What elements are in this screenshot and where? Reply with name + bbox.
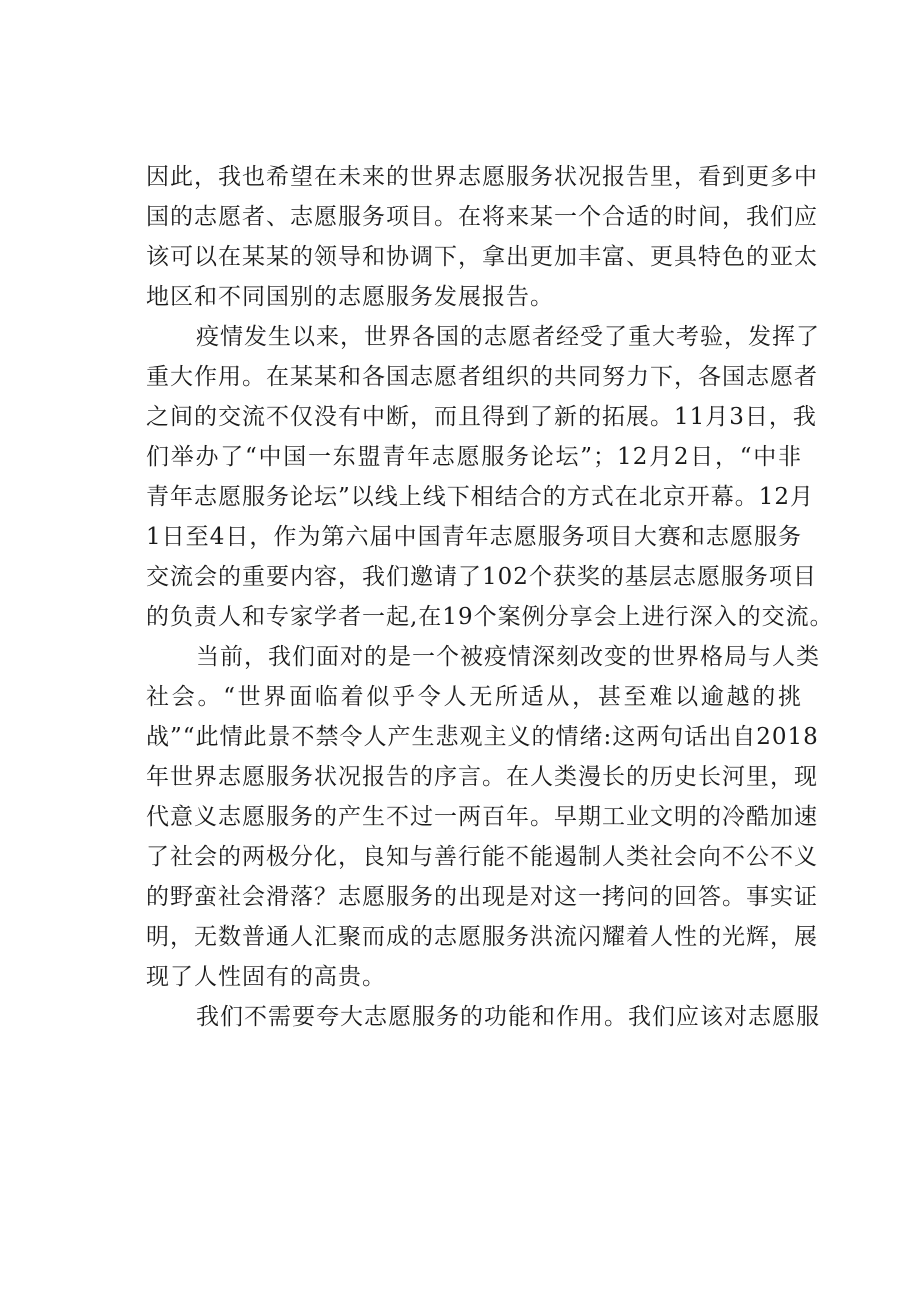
text-line: 1日至4日，作为第六届中国青年志愿服务项目大赛和志愿服务	[146, 524, 802, 550]
text-line: 交流会的重要内容，我们邀请了102个获奖的基层志愿服务项目	[146, 564, 817, 590]
text-line: 因此，我也希望在未来的世界志愿服务状况报告里，看到更多中	[146, 164, 818, 190]
text-line: 国的志愿者、志愿服务项目。在将来某一个合适的时间，我们应	[146, 204, 818, 230]
text-line: 疫情发生以来，世界各国的志愿者经受了重大考验，发挥了	[196, 324, 820, 350]
text-line: 的野蛮社会滑落？志愿服务的出现是对这一拷问的回答。事实证	[146, 884, 818, 910]
paragraph-3	[146, 637, 820, 997]
paragraph-2	[146, 317, 834, 637]
text-line: 社会。“世界面临着似乎令人无所适从，甚至难以逾越的挑	[146, 684, 802, 710]
text-line: 年世界志愿服务状况报告的序言。在人类漫长的历史长河里，现	[146, 764, 818, 790]
text-line: 代意义志愿服务的产生不过一两百年。早期工业文明的冷酷加速	[146, 804, 818, 830]
text-line: 明，无数普通人汇聚而成的志愿服务洪流闪耀着人性的光辉，展	[146, 924, 818, 950]
text-line: 之间的交流不仅没有中断，而且得到了新的拓展。11月3日，我	[146, 404, 817, 430]
document-body	[146, 157, 834, 1037]
paragraph-4	[146, 997, 820, 1037]
text-line: 了社会的两极分化，良知与善行能不能遏制人类社会向不公不义	[146, 844, 818, 870]
text-line: 重大作用。在某某和各国志愿者组织的共同努力下，各国志愿者	[146, 364, 818, 390]
text-line: 的负责人和专家学者一起,在19个案例分享会上进行深入的交流。	[146, 604, 834, 630]
text-line: 该可以在某某的领导和协调下，拿出更加丰富、更具特色的亚太	[146, 244, 818, 270]
text-line: 当前，我们面对的是一个被疫情深刻改变的世界格局与人类	[196, 644, 820, 670]
text-line: 我们不需要夸大志愿服务的功能和作用。我们应该对志愿服	[196, 1004, 820, 1030]
text-line: 们举办了“中国一东盟青年志愿服务论坛”；12月2日，“中非	[146, 444, 802, 470]
text-line: 现了人性固有的高贵。	[146, 964, 386, 990]
text-line: 地区和不同国别的志愿服务发展报告。	[146, 284, 554, 310]
paragraph-1	[146, 157, 818, 317]
text-line: 战”“此情此景不禁令人产生悲观主义的情绪:这两句话出自2018	[146, 724, 819, 750]
text-line: 青年志愿服务论坛”以线上线下相结合的方式在北京开幕。12月	[146, 484, 815, 510]
